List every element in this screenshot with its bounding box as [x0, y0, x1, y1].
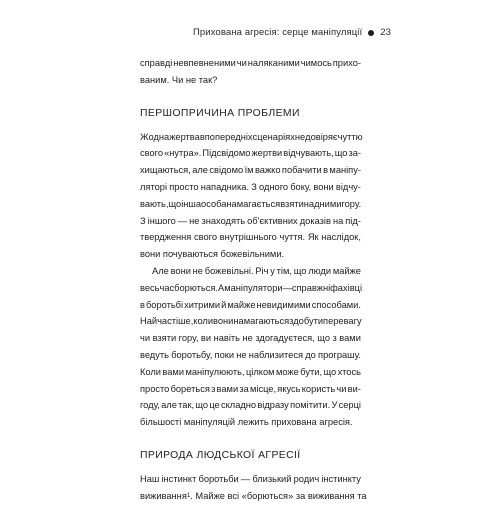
- text-fragment: виживання: [140, 490, 187, 501]
- text-line: вають, що інша особа намагається взяти над ними гору.: [140, 198, 362, 209]
- text-line: свого «нутра». Підсвідомо жертви відчувають, що за-: [140, 148, 361, 159]
- chapter-title: Прихована агресія: серце маніпуляції: [192, 27, 363, 38]
- text-line: Наш інстинкт боротьби — близький родич інстинкту: [140, 473, 361, 484]
- text-line: весь час борються. А маніпулятори — справжні фахівці: [140, 282, 363, 293]
- body-text: [140, 55, 367, 505]
- text-line: Але вони не божевільні. Річ у тім, що люди майже: [152, 265, 361, 276]
- text-line: просто бореться з вами за місце, якусь користь чи ви-: [140, 383, 361, 394]
- section-heading: ПРИРОДА ЛЮДСЬКОЇ АГРЕСІЇ: [140, 449, 301, 461]
- page-number: 23: [380, 27, 391, 38]
- footnote-marker: 1: [186, 492, 191, 499]
- running-header: [193, 27, 391, 38]
- text-line: ведуть боротьбу, поки не наблизитеся до програшу.: [140, 349, 361, 360]
- text-line: ваним. Чи не так?: [140, 74, 218, 85]
- text-line: хищаються, але свідомо їм важко побачити в маніпу-: [140, 165, 361, 176]
- text-line: Жодна жертва в попередніх сценаріях не довіряє чуттю: [140, 131, 363, 142]
- bullet-dot-icon: [368, 30, 374, 36]
- text-line: чи взяти гору, ви навіть не здогадуєтеся, що з вами: [140, 333, 361, 344]
- text-line: в боротьбі хитрими й майже невидимими способами.: [140, 299, 361, 310]
- section-heading: ПЕРШОПРИЧИНА ПРОБЛЕМИ: [140, 107, 300, 119]
- text-line: Коли вами маніпулюють, цілком може бути, що хтось: [140, 366, 361, 377]
- text-line: вони почуваються божевільними.: [140, 249, 285, 260]
- text-fragment: . Майже всі «борються» за виживання та: [190, 490, 367, 501]
- text-line: З іншого — не знаходять об'єктивних доказів на під-: [140, 215, 361, 226]
- text-line: справді невпевненими чи наляканими чимось прихо-: [140, 58, 361, 68]
- text-line: твердження свого внутрішнього чуття. Як наслідок,: [140, 232, 361, 243]
- text-line: ляторі просто нападника. З одного боку, вони відчу-: [140, 181, 361, 192]
- text-line: [140, 488, 367, 505]
- text-line: году, але так, що це складно відразу помітити. У серці: [140, 400, 361, 411]
- text-line: Найчастіше, коли вони намагаються здобути перевагу: [140, 316, 362, 327]
- text-line: більшості маніпуляцій лежить прихована агресія.: [140, 417, 353, 428]
